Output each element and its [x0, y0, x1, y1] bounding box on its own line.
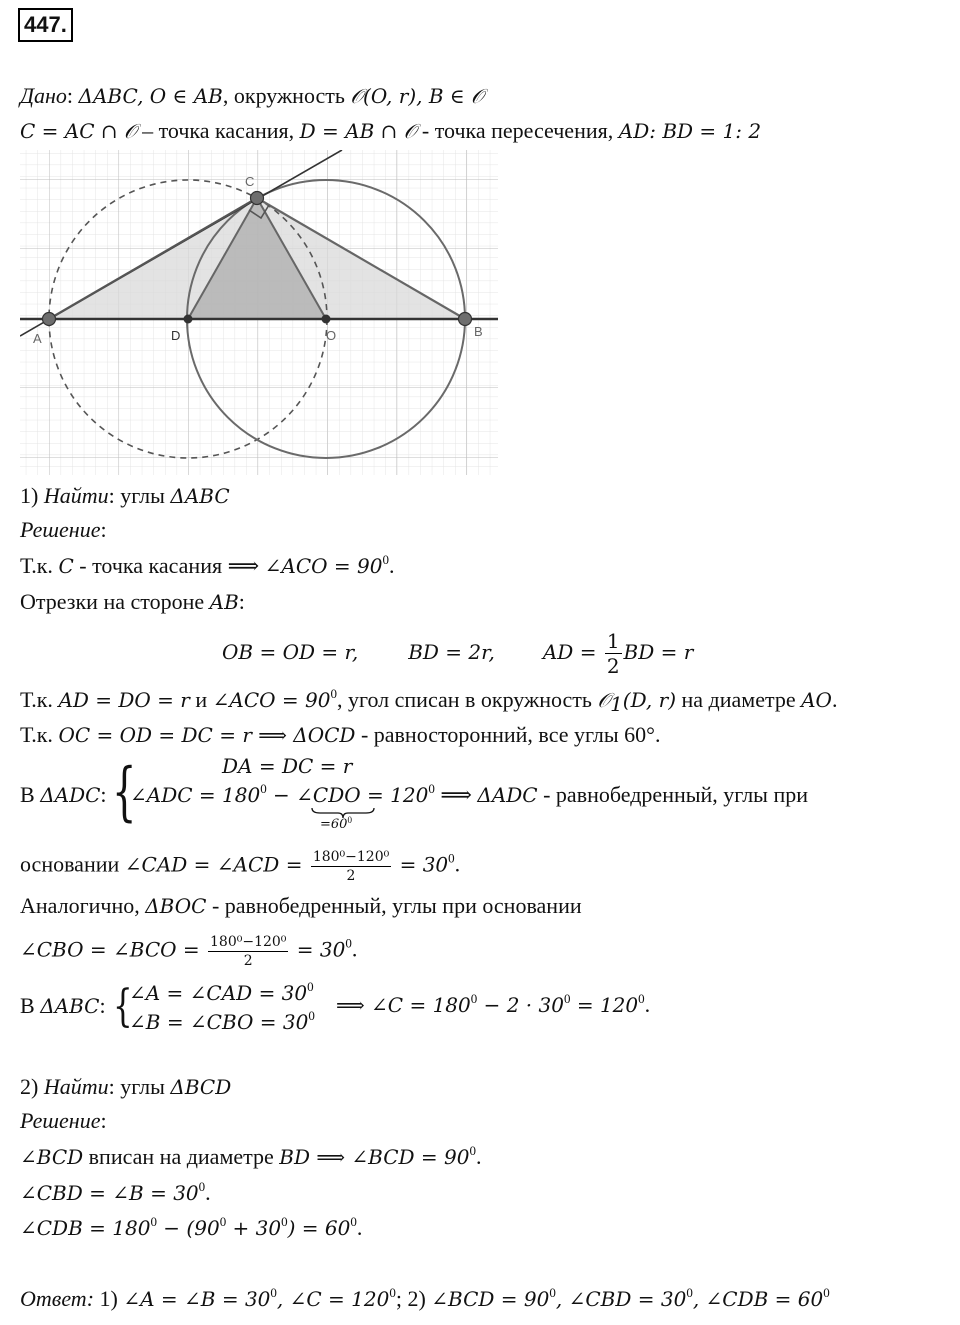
part1-step-8: Аналогично, ΔBOC - равнобедренный, углы при основании	[20, 893, 582, 918]
label-d: D	[171, 328, 181, 343]
point-a	[43, 313, 56, 326]
part1-step-10-prefix: В ΔABC:	[20, 993, 106, 1018]
label-b: B	[474, 324, 483, 339]
system-brace-abc: {	[113, 981, 133, 1032]
point-b	[459, 313, 472, 326]
system-abc-row-1: ∠A = ∠CAD = $30^0$	[129, 979, 314, 1005]
given-math-2: 𝒪(O, r), B ∈ 𝒪	[350, 84, 484, 108]
part1-step-6-prefix: В ΔADC:	[20, 782, 107, 807]
problem-number: 447.	[18, 8, 73, 42]
part1-solution-label: Решение:	[20, 517, 107, 542]
part2-step-1: ∠BCD вписан на диаметре BD ⟹ ∠BCD = $90^0$.	[20, 1143, 482, 1169]
system-abc-row-2: ∠B = ∠CBO = $30^0$	[129, 1008, 315, 1034]
given-label: Дано	[20, 83, 67, 108]
label-c: C	[245, 174, 255, 189]
fraction-one-half: $\frac{1}{2}$	[606, 629, 620, 679]
part1-step-4: Т.к. AD = DO = r и ∠ACO = $90^0$, угол списан в окружность 𝒪$_1$(D, r) на диаметре AO.	[20, 686, 838, 716]
part2-step-3: ∠CDB = $180^0 - (90^0 + 30^0) = 60^0$.	[20, 1214, 363, 1240]
geometry-figure	[20, 150, 500, 475]
underbrace-value: $=60^0$	[320, 815, 352, 832]
part1-task: 1) Найти: углы ΔABC	[20, 483, 230, 508]
answer-line: Ответ: 1) ∠A = ∠B = $30^0$, ∠C = $120^0$; 2) ∠BCD = $90^0$, ∠CBD = $30^0$, ∠CDB = $60^0$	[20, 1285, 830, 1311]
underbraced-cdo: ∠CDO	[296, 783, 361, 807]
part1-step-3: OB = OD = r, BD = 2r, AD = $\frac{1}{2}$ BD = r	[222, 629, 694, 679]
part2-solution-label: Решение:	[20, 1108, 107, 1133]
part1-step-1: Т.к. C - точка касания ⟹ ∠ACO = $90^0$.	[20, 552, 395, 578]
given-math-1: ΔABC, O ∈ AB	[78, 84, 223, 108]
system-brace-adc: {	[112, 755, 137, 829]
part1-step-5: Т.к. OC = OD = DC = r ⟹ ΔOCD - равносторонний, все углы 60°.	[20, 722, 661, 747]
part2-step-2: ∠CBD = ∠B = $30^0$.	[20, 1179, 211, 1205]
part1-step-2: Отрезки на стороне AB:	[20, 589, 245, 614]
system-abc-result: ⟹ ∠C = $180^0 - 2 \cdot 30^0 = 120^0$.	[336, 991, 651, 1017]
part1-step-9: ∠CBO = ∠BCO = $\frac{\text{180⁰−120⁰}}{2}$ = $30^0$.	[20, 934, 358, 969]
point-d	[184, 315, 193, 324]
answer-label: Ответ:	[20, 1286, 95, 1311]
label-a: A	[33, 331, 42, 346]
label-o: O	[326, 328, 337, 343]
part1-step-7: основании ∠CAD = ∠ACD = $\frac{\text{180⁰−120⁰}}{2}$ = $30^0$.	[20, 849, 461, 884]
point-o	[322, 315, 331, 324]
given-line-2: C = AC ∩ 𝒪 – точка касания, D = AB ∩ 𝒪 - точка пересечения, AD: BD = 1: 2	[20, 118, 762, 143]
part2-task: 2) Найти: углы ΔBCD	[20, 1074, 232, 1099]
point-c	[251, 192, 264, 205]
system-adc-row-2: ∠ADC = $180^0$ − ∠CDO = $120^0$ ⟹ ΔADC - равнобедренный, углы при	[130, 781, 809, 807]
given-line-1: Дано: ΔABC, O ∈ AB, окружность 𝒪(O, r), B ∈ 𝒪	[20, 83, 484, 108]
system-adc-row-1: DA = DC = r	[222, 754, 353, 778]
